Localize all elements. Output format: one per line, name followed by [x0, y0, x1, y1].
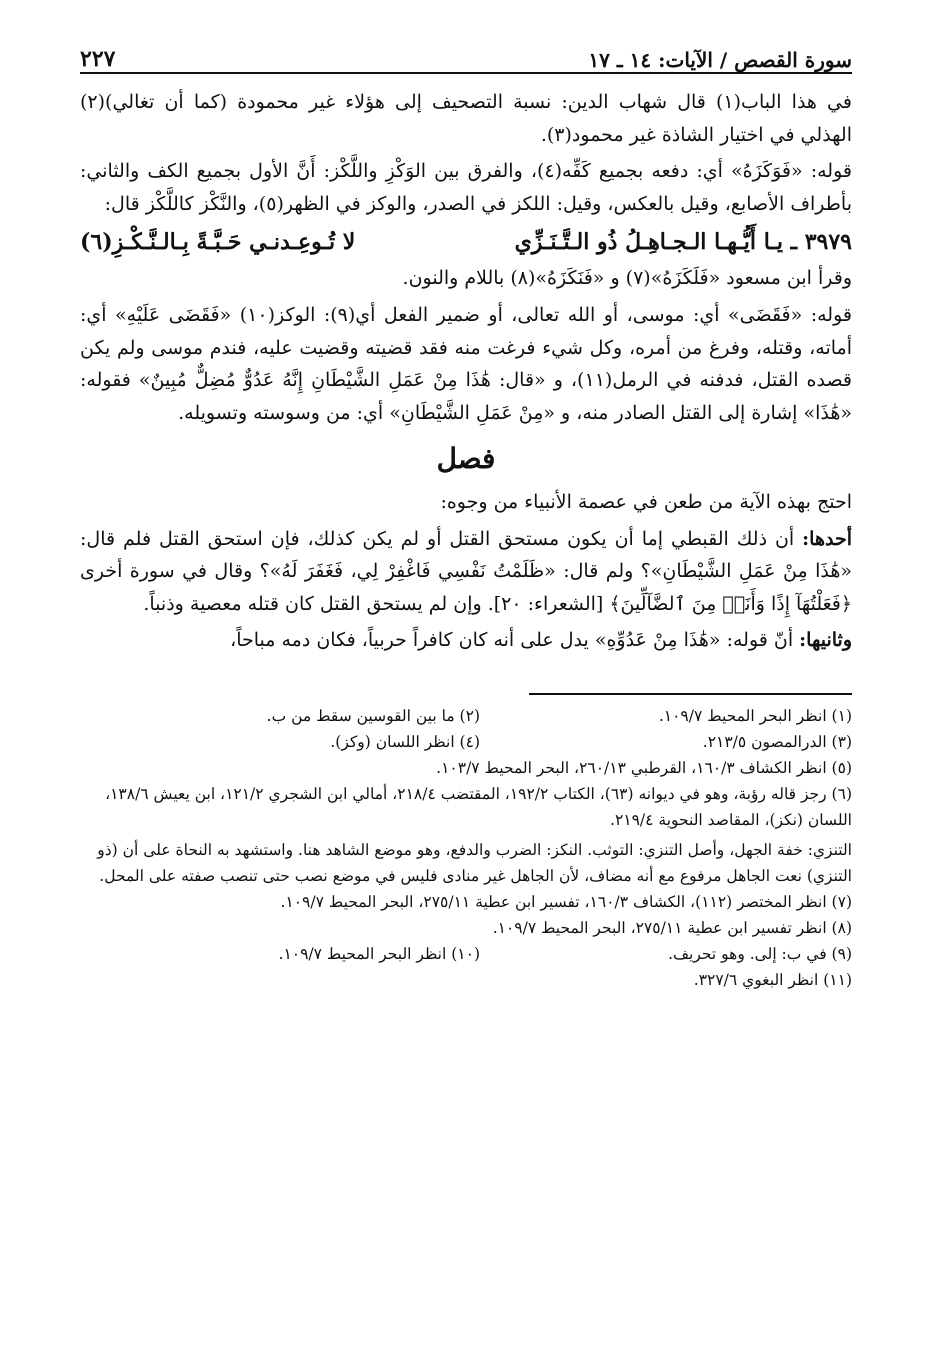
footnote: (٩) في ب: إلى. وهو تحريف.	[668, 944, 852, 963]
footnote: (١) انظر البحر المحيط ١٠٩/٧.	[658, 706, 852, 725]
footnote-row	[80, 703, 852, 729]
footnote: (٣) الدرالمصون ٢١٣/٥.	[702, 732, 852, 751]
verse-second-hemistich: لا تُـوعِـدنـي حَـبَّـةً بِـالـنَّـكْـزِ(٦)	[80, 229, 356, 256]
section-heading: فصل	[436, 442, 496, 476]
footnote: (٨) انظر تفسير ابن عطية ٢٧٥/١١، البحر المحيط ١٠٩/٧.	[492, 918, 852, 937]
footnote-row	[80, 941, 852, 967]
verse-first-hemistich: ٣٩٧٩ ـ يـا أَيُّـهـا الـجـاهِـلُ ذُو الـتَّـنَـزِّي	[514, 229, 852, 256]
point-one	[80, 523, 852, 621]
point-two-label: وثانيها:	[799, 629, 852, 652]
paragraph: قوله: «فَوَكَزَهُ» أي: دفعه بجميع كَفِّه(٤)، والفرق بين الوَكْزِ واللَّكْز: أَنَّ الأول بجميع الكف والثاني: بأطراف الأصابع، وقيل بالعكس، وقيل: اللكز في الصدر، والوكز في الظهر(٥)، والنَّكْز كاللَّكْز قال:	[80, 160, 852, 215]
paragraph: وقرأ ابن مسعود «فَلَكَزَهُ»(٧) و «فَنَكَزَهُ»(٨) باللام والنون.	[402, 267, 852, 290]
paragraph: قوله: «فَقَضَى» أي: موسى، أو الله تعالى، أو ضمير الفعل أي(٩): الوكز(١٠) «فَقَضَى عَلَيْهِ» أي: أماته، وقتله، وفرغ من أمره، وكل شيء فرغت منه فقد قضيته وقضيت عليه، فندم موسى ولم يكن قصده القتل، فدفنه في الرمل(١١)، و «قال: هَٰذَا مِنْ عَمَلِ الشَّيْطَانِ إِنَّهُ عَدُوٌّ مُضِلٌّ مُبِينٌ» فقوله: «هَٰذَا» إشارة إلى القتل الصادر منه، و «مِنْ عَمَلِ الشَّيْطَانِ» أي: من وسوسته وتسويله.	[80, 303, 852, 424]
footnote: (١٠) انظر البحر المحيط ١٠٩/٧.	[278, 944, 480, 963]
footnote: (٦) رجز قاله رؤبة، وهو في ديوانه (٦٣)، الكتاب ١٩٢/٢، المقتضب ٢١٨/٤، أمالي ابن الشجري ١٢١/٢، ابن يعيش ١٣٨/٦، اللسان (نكز)، المقاصد النحوية ٢١٩/٤.	[105, 784, 852, 829]
point-one-text: أن ذلك القبطي إما أن يكون مستحق القتل أو لم يكن كذلك، فإن استحق القتل فلم قال: «هَٰذَا مِنْ عَمَلِ الشَّيْطَانِ»؟ ولم قال: «ظَلَمْتُ نَفْسِي فَاغْفِرْ لِي، فَغَفَرَ لَهُ»؟ وقال في سورة أخرى ﴿فَعَلْتُهَآ إِذًا وَأَنَا۠ مِنَ ٱلضَّآلِّينَ﴾ [الشعراء: ٢٠]. وإن لم يستحق القتل كان قتله معصية وذنباً.	[80, 527, 852, 615]
footnote-row	[80, 729, 852, 755]
section-intro: احتج بهذه الآية من طعن في عصمة الأنبياء من وجوه:	[440, 490, 852, 513]
main-text	[80, 86, 852, 657]
footnote: (٤) انظر اللسان (وكز).	[330, 732, 480, 751]
footnote: (٧) انظر المختصر (١١٢)، الكشاف ١٦٠/٣، تفسير ابن عطية ٢٧٥/١١، البحر المحيط ١٠٩/٧.	[280, 892, 852, 911]
poetry-verse	[80, 224, 852, 260]
footnote-note: التنزي: خفة الجهل، وأصل التنزي: التوثب. النكز: الضرب والدفع، وهو موضع الشاهد هنا. واستشهد به النحاة على أن (ذو التنزي) نعت الجاهل مرفوع مع أنه مضاف، لأن الجاهل غير منادى فليس في موضع نصب حتى تنصب صفته على المحل.	[97, 840, 852, 885]
header-title: سورة القصص / الآيات: ١٤ ـ ١٧	[588, 48, 852, 72]
footnote: (٢) ما بين القوسين سقط من ب.	[266, 706, 480, 725]
page	[80, 38, 852, 993]
footnote-separator	[529, 693, 852, 695]
footnotes	[80, 703, 852, 993]
page-number: ٢٢٧	[80, 46, 116, 72]
point-two	[80, 624, 852, 657]
running-header	[80, 38, 852, 74]
point-two-text: أنّ قوله: «هَٰذَا مِنْ عَدُوِّهِ» يدل على أنه كان كافراً حربياً، فكان دمه مباحاً،	[230, 629, 800, 652]
footnote: (١١) انظر البغوي ٣٢٧/٦.	[693, 970, 852, 989]
point-one-label: أحدها:	[802, 527, 852, 550]
paragraph: في هذا الباب(١) قال شهاب الدين: نسبة التصحيف إلى هؤلاء غير محمودة (كما أن تغالي)(٢) الهذلي في اختيار الشاذة غير محمود(٣).	[80, 91, 852, 146]
footnote: (٥) انظر الكشاف ١٦٠/٣، القرطبي ٢٦٠/١٣، البحر المحيط ١٠٣/٧.	[436, 758, 852, 777]
